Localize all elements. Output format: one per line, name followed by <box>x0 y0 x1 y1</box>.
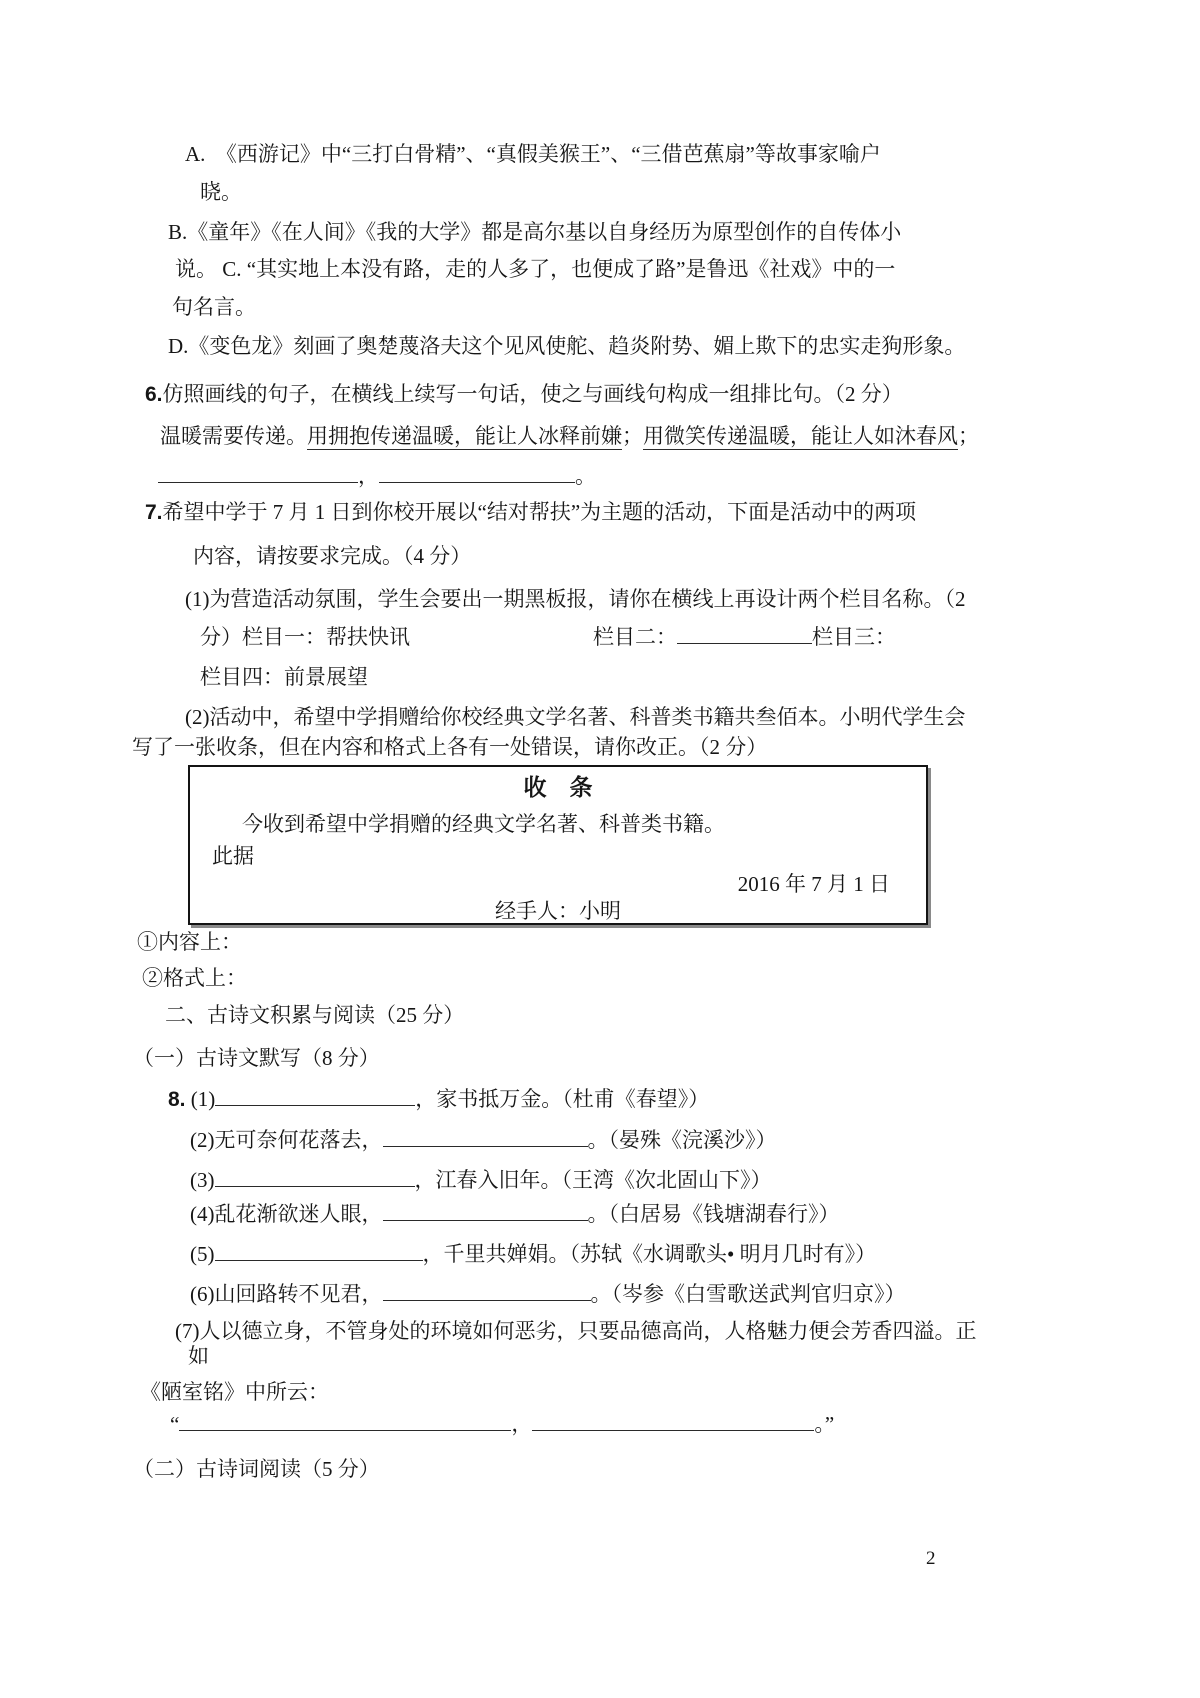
q6-semicolon-1: ； <box>622 424 643 448</box>
q7-column-two-group <box>593 623 896 651</box>
q6-number: 6. <box>145 383 163 406</box>
section2-sub1-title <box>133 1044 380 1072</box>
option-a-line-2 <box>200 178 242 206</box>
answer-blank <box>532 1410 814 1431</box>
q7-sub2-text-1: (2)活动中，希望中学捐赠给你校经典文学名著、科普类书籍共叁佰本。小明代学生会 <box>185 705 966 729</box>
answer-blank <box>677 623 812 644</box>
answer-blank <box>383 1126 588 1147</box>
q7-column-three-label: 栏目三： <box>812 625 896 649</box>
q8-item4-post: 。（白居易《钱塘湖春行》） <box>587 1202 840 1226</box>
q6-prompt: 仿照画线的句子，在横线上续写一句话，使之与画线句构成一组排比句。（2 分） <box>162 382 903 406</box>
receipt-handler: 经手人：小明 <box>495 899 621 923</box>
option-c-line-2 <box>172 293 256 321</box>
q8-item2-pre: (2)无可奈何花落去， <box>190 1128 383 1152</box>
answer-blank <box>215 1240 423 1261</box>
q6-answer-line <box>158 462 596 490</box>
q6-answer-period: 。 <box>575 464 596 488</box>
q6-underlined-1: 用拥抱传递温暖，能让人冰释前嫌 <box>307 424 622 448</box>
q7-sub1-columns-line <box>200 623 410 651</box>
q8-item-6 <box>190 1280 906 1308</box>
option-c-text-1: 说。 C. “其实地上本没有路，走的人多了，也便成了路”是鲁迅《社戏》中的一 <box>175 257 896 281</box>
q8-item5-post: ，千里共婵娟。（苏轼《水调歌头• 明月几时有》） <box>422 1242 877 1266</box>
option-a-text-2: 晓。 <box>200 180 242 204</box>
section2-sub2-title <box>133 1455 380 1483</box>
q8-item3-pre: (3) <box>190 1168 215 1192</box>
q8-item3-post: ，江春入旧年。（王湾《次北固山下》） <box>414 1168 772 1192</box>
answer-blank <box>215 1166 415 1187</box>
answer-blank <box>158 462 358 483</box>
receipt-closing: 此据 <box>212 844 254 868</box>
q8-item-2 <box>190 1126 777 1154</box>
q8-item7-text-2: 如 <box>188 1344 209 1368</box>
q8-quote-open: “ <box>170 1412 180 1436</box>
option-d-text: D.《变色龙》刻画了奥楚蔑洛夫这个见风使舵、趋炎附势、媚上欺下的忠实走狗形象。 <box>168 334 966 358</box>
q8-item6-pre: (6)山回路转不见君， <box>190 1282 383 1306</box>
section2-title-text: 二、古诗文积累与阅读（25 分） <box>165 1003 465 1027</box>
q7-sub2-text-2: 写了一张收条，但在内容和格式上各有一处错误，请你改正。（2 分） <box>132 735 768 759</box>
receipt-box <box>188 765 928 925</box>
option-b-text: B.《童年》《在人间》《我的大学》都是高尔基以自身经历为原型创作的自传体小 <box>168 220 902 244</box>
option-d-line <box>168 332 965 360</box>
answer-blank <box>383 1280 591 1301</box>
q7-sub2-line-2 <box>132 733 767 761</box>
q8-item7-text-1: (7)人以德立身，不管身处的环境如何恶劣，只要品德高尚，人格魅力便会芳香四溢。正 <box>175 1319 977 1343</box>
q8-quote-comma: ， <box>511 1412 533 1436</box>
q8-item-5 <box>190 1240 876 1268</box>
q8-quote-close: ” <box>824 1412 835 1436</box>
q7-sub2-line-1 <box>185 703 965 731</box>
receipt-title: 收 条 <box>523 775 593 800</box>
answer-blank <box>179 1410 511 1431</box>
q8-item-1 <box>168 1085 709 1114</box>
option-c-text-2: 句名言。 <box>172 295 256 319</box>
q7-number: 7. <box>145 501 163 524</box>
q6-semicolon-2: ； <box>958 424 979 448</box>
q6-example-line <box>160 422 979 450</box>
q7-intro-text-2: 内容，请按要求完成。（4 分） <box>193 544 472 568</box>
q8-item7-text-3: 《陋室铭》中所云： <box>140 1380 329 1404</box>
q8-item-7-line-1 <box>175 1317 976 1345</box>
option-b-line <box>168 218 901 246</box>
q6-prompt-line <box>145 380 903 409</box>
option-c-line-1 <box>175 255 895 283</box>
q8-number: 8. <box>168 1088 186 1111</box>
option-a-text-1: A. 《西游记》中“三打白骨精”、“真假美猴王”、“三借芭蕉扇”等故事家喻户 <box>185 142 881 166</box>
answer-blank <box>379 462 575 483</box>
q6-lead: 温暖需要传递。 <box>160 424 307 448</box>
q8-item1-post: ，家书抵万金。（杜甫《春望》） <box>415 1087 710 1111</box>
q8-item6-post: 。（岑参《白雪歌送武判官归京》） <box>590 1282 906 1306</box>
receipt-body: 今收到希望中学捐赠的经典文学名著、科普类书籍。 <box>242 812 725 836</box>
q8-item1-pre: (1) <box>190 1087 216 1111</box>
q8-item2-post: 。（晏殊《浣溪沙》） <box>587 1128 777 1152</box>
q6-underlined-2: 用微笑传递温暖，能让人如沐春风 <box>643 424 958 448</box>
receipt-date: 2016 年 7 月 1 日 <box>737 872 890 896</box>
fix-content-line <box>137 928 242 956</box>
q7-column-two-label: 栏目二： <box>593 625 677 649</box>
option-a-line-1 <box>185 140 881 168</box>
q8-item-7-line-2 <box>188 1342 209 1370</box>
q7-intro-line-2 <box>193 542 471 570</box>
q8-item5-pre: (5) <box>190 1242 215 1266</box>
q7-sub1-text-1: (1)为营造活动氛围，学生会要出一期黑板报，请你在横线上再设计两个栏目名称。（2 <box>185 587 966 611</box>
q7-sub1-line-3 <box>200 663 368 691</box>
page-number: 2 <box>926 1548 936 1569</box>
q8-quote-line <box>170 1410 834 1438</box>
q8-item-7-line-3 <box>140 1378 329 1406</box>
q7-intro-line-1 <box>145 498 916 527</box>
fix-format-line <box>142 964 247 992</box>
q8-item-4 <box>190 1200 840 1228</box>
fix-format-label: ②格式上： <box>142 966 247 990</box>
q7-sub1-line-1 <box>185 585 965 613</box>
q7-column-four-label: 栏目四：前景展望 <box>200 665 368 689</box>
section2-title <box>165 1001 464 1029</box>
section2-sub1-text: （一）古诗文默写（8 分） <box>133 1046 380 1070</box>
q7-column-one-label: 分）栏目一：帮扶快讯 <box>200 625 410 649</box>
section2-sub2-text: （二）古诗词阅读（5 分） <box>133 1457 380 1481</box>
q7-intro-text-1: 希望中学于 7 月 1 日到你校开展以“结对帮扶”为主题的活动，下面是活动中的两项 <box>162 500 917 524</box>
q8-quote-period: 。 <box>814 1412 825 1436</box>
q6-answer-comma: ， <box>358 464 379 488</box>
fix-content-label: ①内容上： <box>137 930 242 954</box>
q8-item-3 <box>190 1166 772 1194</box>
q8-item4-pre: (4)乱花渐欲迷人眼， <box>190 1202 383 1226</box>
answer-blank <box>383 1200 588 1221</box>
answer-blank <box>215 1085 415 1106</box>
